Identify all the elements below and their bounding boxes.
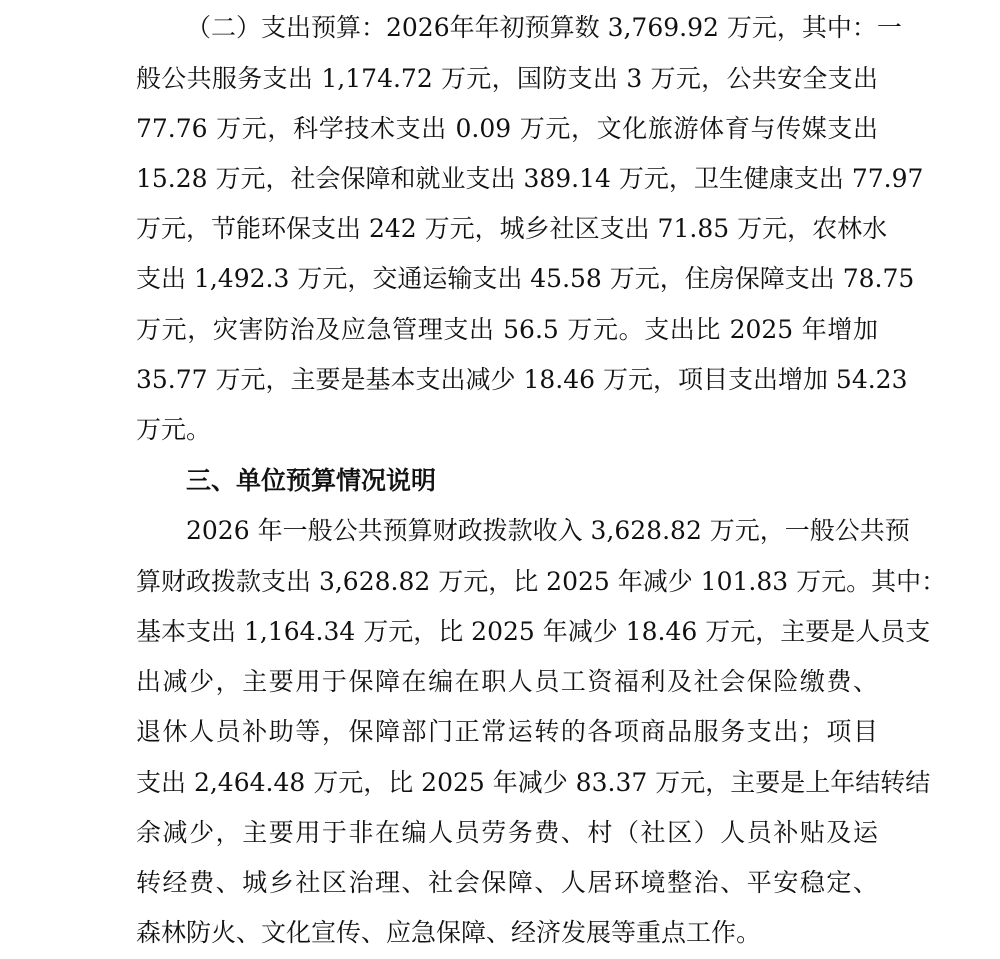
text-line: 般公共服务支出 1,174.72 万元，国防支出 3 万元，公共安全支出 [136, 64, 878, 93]
text-line: （二）支出预算：2026年年初预算数 3,769.92 万元，其中：一 [186, 13, 902, 42]
section-heading: 三、单位预算情况说明 [186, 466, 437, 495]
text-line: 77.76 万元，科学技术支出 0.09 万元，文化旅游体育与传媒支出 [136, 114, 878, 143]
text-line: 2026 年一般公共预算财政拨款收入 3,628.82 万元，一般公共预 [186, 516, 910, 545]
text-line: 万元，灾害防治及应急管理支出 56.5 万元。支出比 2025 年增加 [136, 315, 878, 344]
text-line: 森林防火、文化宣传、应急保障、经济发展等重点工作。 [136, 918, 762, 947]
text-line: 万元。 [136, 415, 212, 444]
text-line: 万元，节能环保支出 242 万元，城乡社区支出 71.85 万元，农林水 [136, 214, 888, 243]
text-line: 35.77 万元，主要是基本支出减少 18.46 万元，项目支出增加 54.23 [136, 365, 908, 394]
text-line: 支出 1,492.3 万元，交通运输支出 45.58 万元，住房保障支出 78.75 [136, 264, 915, 293]
text-line: 15.28 万元，社会保障和就业支出 389.14 万元，卫生健康支出 77.97 [136, 164, 924, 193]
text-line: 出减少，主要用于保障在编在职人员工资福利及社会保险缴费、 [136, 667, 878, 696]
text-line: 基本支出 1,164.34 万元，比 2025 年减少 18.46 万元，主要是人员支 [136, 617, 931, 646]
text-line: 转经费、城乡社区治理、社会保障、人居环境整治、平安稳定、 [136, 868, 878, 897]
text-line: 退休人员补助等，保障部门正常运转的各项商品服务支出；项目 [136, 717, 878, 746]
text-line: 支出 2,464.48 万元，比 2025 年减少 83.37 万元，主要是上年结转结 [136, 768, 931, 797]
text-line: 算财政拨款支出 3,628.82 万元，比 2025 年减少 101.83 万元。其中： [136, 567, 947, 596]
text-line: 余减少，主要用于非在编人员劳务费、村（社区）人员补贴及运 [136, 818, 878, 847]
